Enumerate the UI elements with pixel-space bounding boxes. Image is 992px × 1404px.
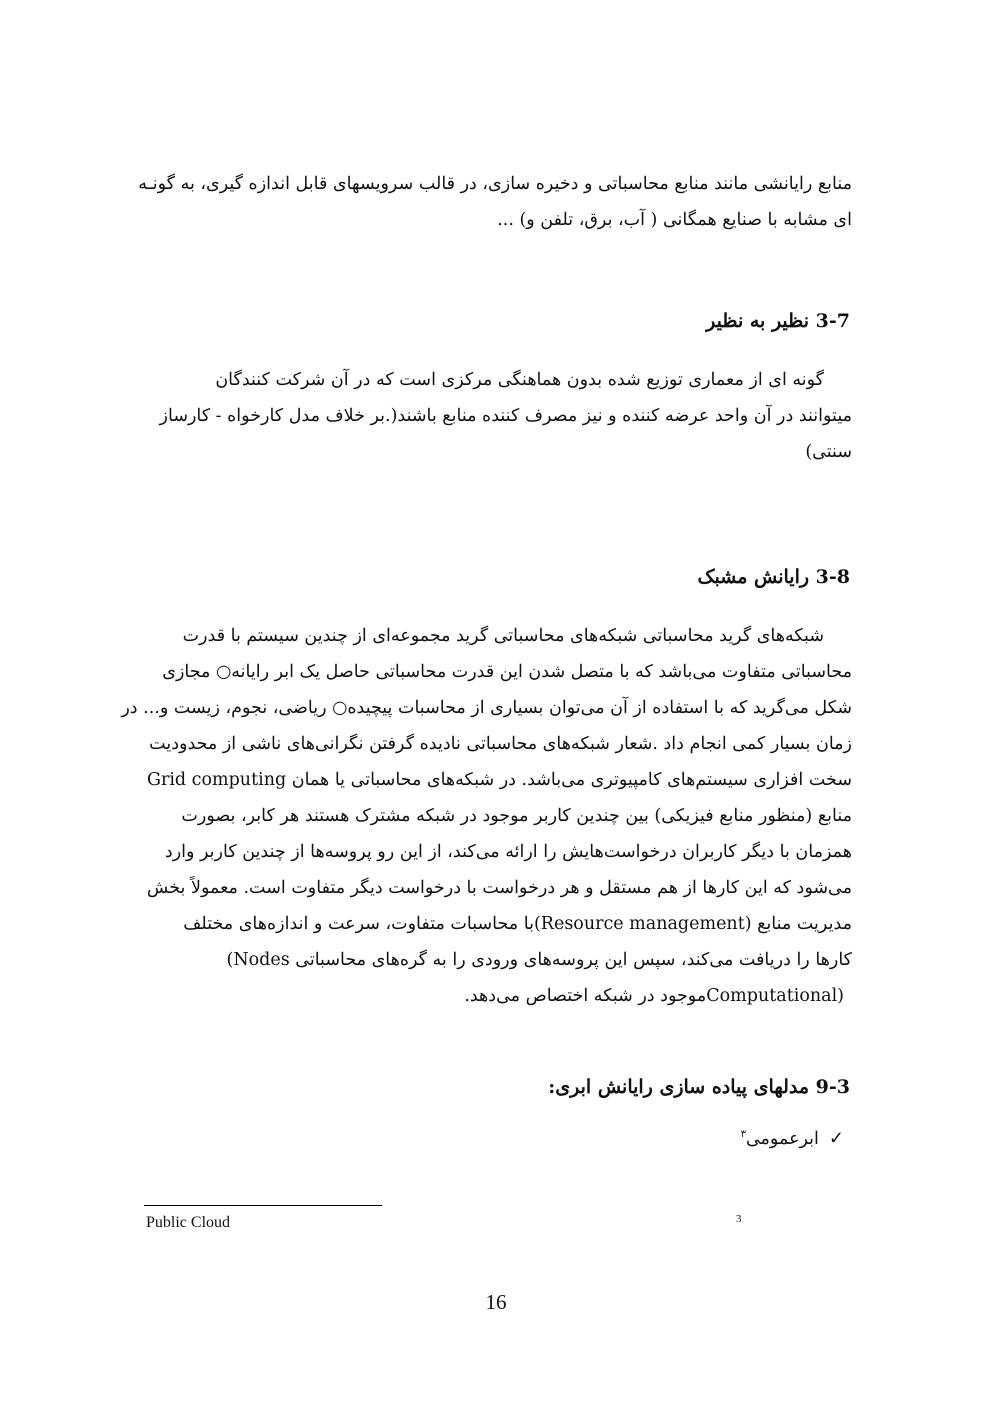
paragraph-line: میتوانند در آن واحد عرضه کننده و نیز مصرف کننده منابع باشند(.بر خلاف مدل کارخواه - کارساز — [159, 406, 852, 426]
footnote-divider — [144, 1205, 382, 1206]
intro-line: منابع رایانشی مانند منابع محاسباتی و دخیره سازی، در قالب سرویسهای قابل اندازه گیری، به گونـه — [138, 174, 852, 194]
paragraph-line: مدیریت منابع (Resource management)با محاسبات متفاوت، سرعت و اندازه‌های مختلف — [183, 914, 852, 934]
section-3-7-paragraph — [140, 362, 852, 470]
paragraph-line: سنتی) — [805, 442, 852, 462]
paragraph-line: محاسباتی متفاوت می‌باشد که با متصل شدن این قدرت محاسباتی حاصل یک ابر رایانه○ مجازی — [162, 662, 852, 682]
paragraph-line: زمان بسیار کمی انجام داد .شعار شبکه‌های محاسباتی نادیده گرفتن نگرانی‌های ناشی از محدودیت — [149, 734, 852, 754]
paragraph-line: شکل می‌گرید که با استفاده از آن می‌توان بسیاری از محاسبات پیچیده○ ریاضی، نجوم، زیست و... در — [121, 698, 852, 718]
footnote-reference: ۳ — [740, 1129, 746, 1141]
section-3-8-paragraph — [121, 618, 852, 1014]
intro-paragraph — [140, 166, 852, 238]
paragraph-line: کارها را دریافت می‌کند، سپس این پروسه‌های ورودی را به گره‌های محاسباتی Nodes) — [226, 950, 852, 970]
page-number: 16 — [485, 1290, 507, 1314]
paragraph-line: سخت افزاری سیستم‌های کامپیوتری می‌باشد. در شبکه‌های محاسباتی یا همان Grid computing — [146, 770, 852, 790]
section-heading-3-7: 3-7 نظیر به نظیر — [706, 310, 850, 332]
checkmark-icon: ✓ — [828, 1128, 844, 1149]
section-heading-3-9: 9-3 مدلهای پیاده سازی رایانش ابری: — [548, 1076, 850, 1098]
paragraph-line: (Computationalموجود در شبکه اختصاص می‌دهد. — [464, 986, 844, 1006]
intro-line: ای مشابه با صنایع همگانی ( آب، برق، تلفن و) ... — [497, 210, 852, 230]
footnote-number: 3 — [736, 1213, 742, 1225]
list-item-public-cloud — [741, 1128, 844, 1149]
paragraph-line: منابع (منظور منابع فیزیکی) بین چندین کاربر موجود در شبکه مشترک هستند هر کابر، بصورت — [181, 806, 852, 826]
paragraph-line: گونه ای از معماری توزیع شده بدون هماهنگی مرکزی است که در آن شرکت کنندگان — [215, 370, 824, 390]
paragraph-line: می‌شود که این کارها از هم مستقل و هر درخواست با درخواست دیگر متفاوت است. معمولاً بخش — [146, 878, 852, 898]
paragraph-line: شبکه‌های گرید محاسباتی شبکه‌های محاسباتی گرید مجموعه‌ای از چندین سیستم با قدرت — [182, 626, 824, 646]
paragraph-line: همزمان با دیگر کاربران درخواست‌هایش را ارائه می‌کند، از این رو پروسه‌ها از چندین کاربر وارد — [164, 842, 852, 862]
footnote-text: Public Cloud — [146, 1214, 231, 1231]
section-heading-3-8: 3-8 رایانش مشبک — [697, 566, 850, 588]
list-item-label: ابرعمومی — [745, 1129, 819, 1149]
